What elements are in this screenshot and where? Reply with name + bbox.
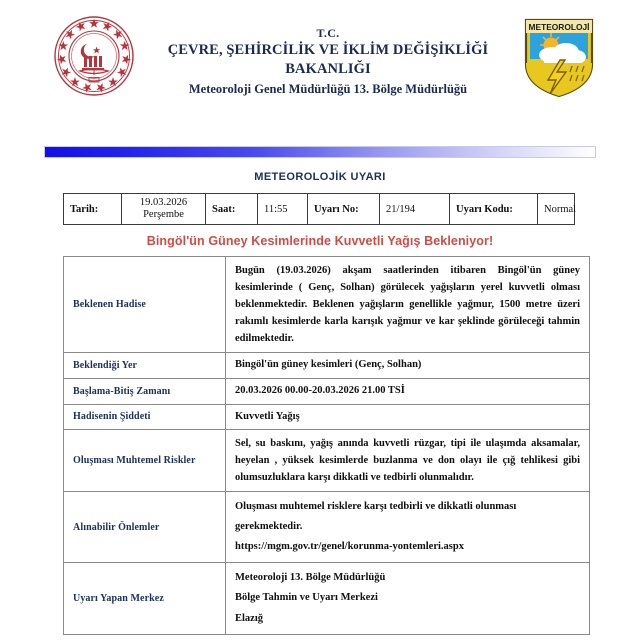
date-value-line1: 19.03.2026	[139, 197, 188, 208]
main-table-wrapper	[0, 256, 640, 635]
row-label-alinabilir-onlemler: Alınabilir Önlemler	[64, 492, 226, 563]
row-value-beklendigi-yer: Bingöl'ün güney kesimleri (Genç, Solhan)	[226, 353, 590, 379]
precaution-link[interactable]: https://mgm.gov.tr/genel/korunma-yontemleri.aspx	[235, 541, 464, 553]
meteoroloji-shield-icon	[520, 14, 598, 100]
table-row	[64, 404, 590, 430]
date-value-line2: Perşembe	[143, 209, 184, 221]
warning-no-label: Uyarı No:	[308, 194, 380, 225]
time-value: 11:55	[258, 194, 308, 225]
warning-no-value: 21/194	[380, 194, 450, 225]
row-label-beklenen-hadise: Beklenen Hadise	[64, 257, 226, 353]
warning-code-value: Normal	[538, 194, 575, 225]
tc-label: T.C.	[316, 26, 340, 40]
info-table-wrapper	[0, 193, 640, 225]
table-row	[64, 378, 590, 404]
row-value-baslama-bitis-zamani: 20.03.2026 00.00-20.03.2026 21.00 TSİ	[226, 378, 590, 404]
row-value-hadisenin-siddeti: Kuvvetli Yağış	[226, 404, 590, 430]
meteoroloji-logo-text: METEOROLOJİ	[528, 22, 590, 32]
row-label-baslama-bitis-zamani: Başlama-Bitiş Zamanı	[64, 378, 226, 404]
ministry-name-line1: ÇEVRE, ŞEHİRCİLİK VE İKLİM DEĞİŞİKLİĞİ	[167, 42, 489, 58]
row-label-olusmasi-muhtemel-riskler: Oluşması Muhtemel Riskler	[64, 430, 226, 492]
row-label-uyari-yapan-merkez: Uyarı Yapan Merkez	[64, 563, 226, 635]
warning-headline: Bingöl'ün Güney Kesimlerinde Kuvvetli Yağış Bekleniyor!	[146, 234, 494, 249]
warning-detail-table	[63, 256, 590, 635]
svg-text:1: 1	[93, 78, 95, 83]
precaution-line2: gerekmektedir.	[235, 521, 303, 533]
date-label: Tarih:	[64, 194, 122, 225]
row-label-beklendigi-yer: Beklendiği Yer	[64, 353, 226, 379]
row-value-beklenen-hadise: Bugün (19.03.2026) akşam saatlerinden itibaren Bingöl'ün güney kesimlerinde ( Genç, Solhan) görülecek yağışların yerel kuvvetli olması beklenmektedir. Beklenen yağışların genellikle yağmur, 1500 metre üzeri rakımlı kesimlerde karla karışık yağmur ve kar şeklinde görüleceği tahmin edilmektedir.	[226, 257, 590, 353]
page-title: METEOROLOJİK UYARI	[254, 171, 386, 183]
table-row	[64, 257, 590, 353]
letterhead	[0, 0, 640, 120]
row-value-alinabilir-onlemler	[226, 492, 590, 563]
row-label-hadisenin-siddeti: Hadisenin Şiddeti	[64, 404, 226, 430]
department-name: Meteoroloji Genel Müdürlüğü 13. Bölge Müdürlüğü	[188, 82, 468, 97]
table-row	[64, 563, 590, 635]
issuing-office-line1: Meteoroloji 13. Bölge Müdürlüğü	[235, 572, 386, 583]
time-label: Saat:	[206, 194, 258, 225]
warning-info-table	[63, 193, 575, 225]
table-row	[64, 492, 590, 563]
table-row	[64, 353, 590, 379]
blue-divider-bar	[44, 146, 596, 158]
row-value-olusmasi-muhtemel-riskler: Sel, su baskını, yağış anında kuvvetli rüzgar, tipi ile ulaşımda aksamalar, heyelan , yüksek kesimlerde buzlanma ve don olayı ile çığ tehlikesi gibi olumsuzluklara karşı dikkatli ve tedbirli olunmalıdır.	[226, 430, 590, 492]
warning-code-label: Uyarı Kodu:	[450, 194, 538, 225]
ministry-name-line2: BAKANLIĞI	[285, 60, 371, 77]
issuing-office-line2: Bölge Tahmin ve Uyarı Merkezi	[235, 592, 378, 604]
ministry-seal-icon	[52, 14, 136, 98]
letterhead-title-block	[136, 14, 520, 99]
blue-divider-bar-wrapper	[0, 146, 640, 158]
date-value	[122, 194, 206, 225]
table-row	[64, 430, 590, 492]
issuing-office-line3: Elazığ	[235, 612, 263, 624]
table-row	[64, 194, 575, 225]
precaution-line1: Oluşması muhtemel risklere karşı tedbirli ve dikkatli olunması	[235, 501, 517, 513]
row-value-uyari-yapan-merkez	[226, 563, 590, 635]
